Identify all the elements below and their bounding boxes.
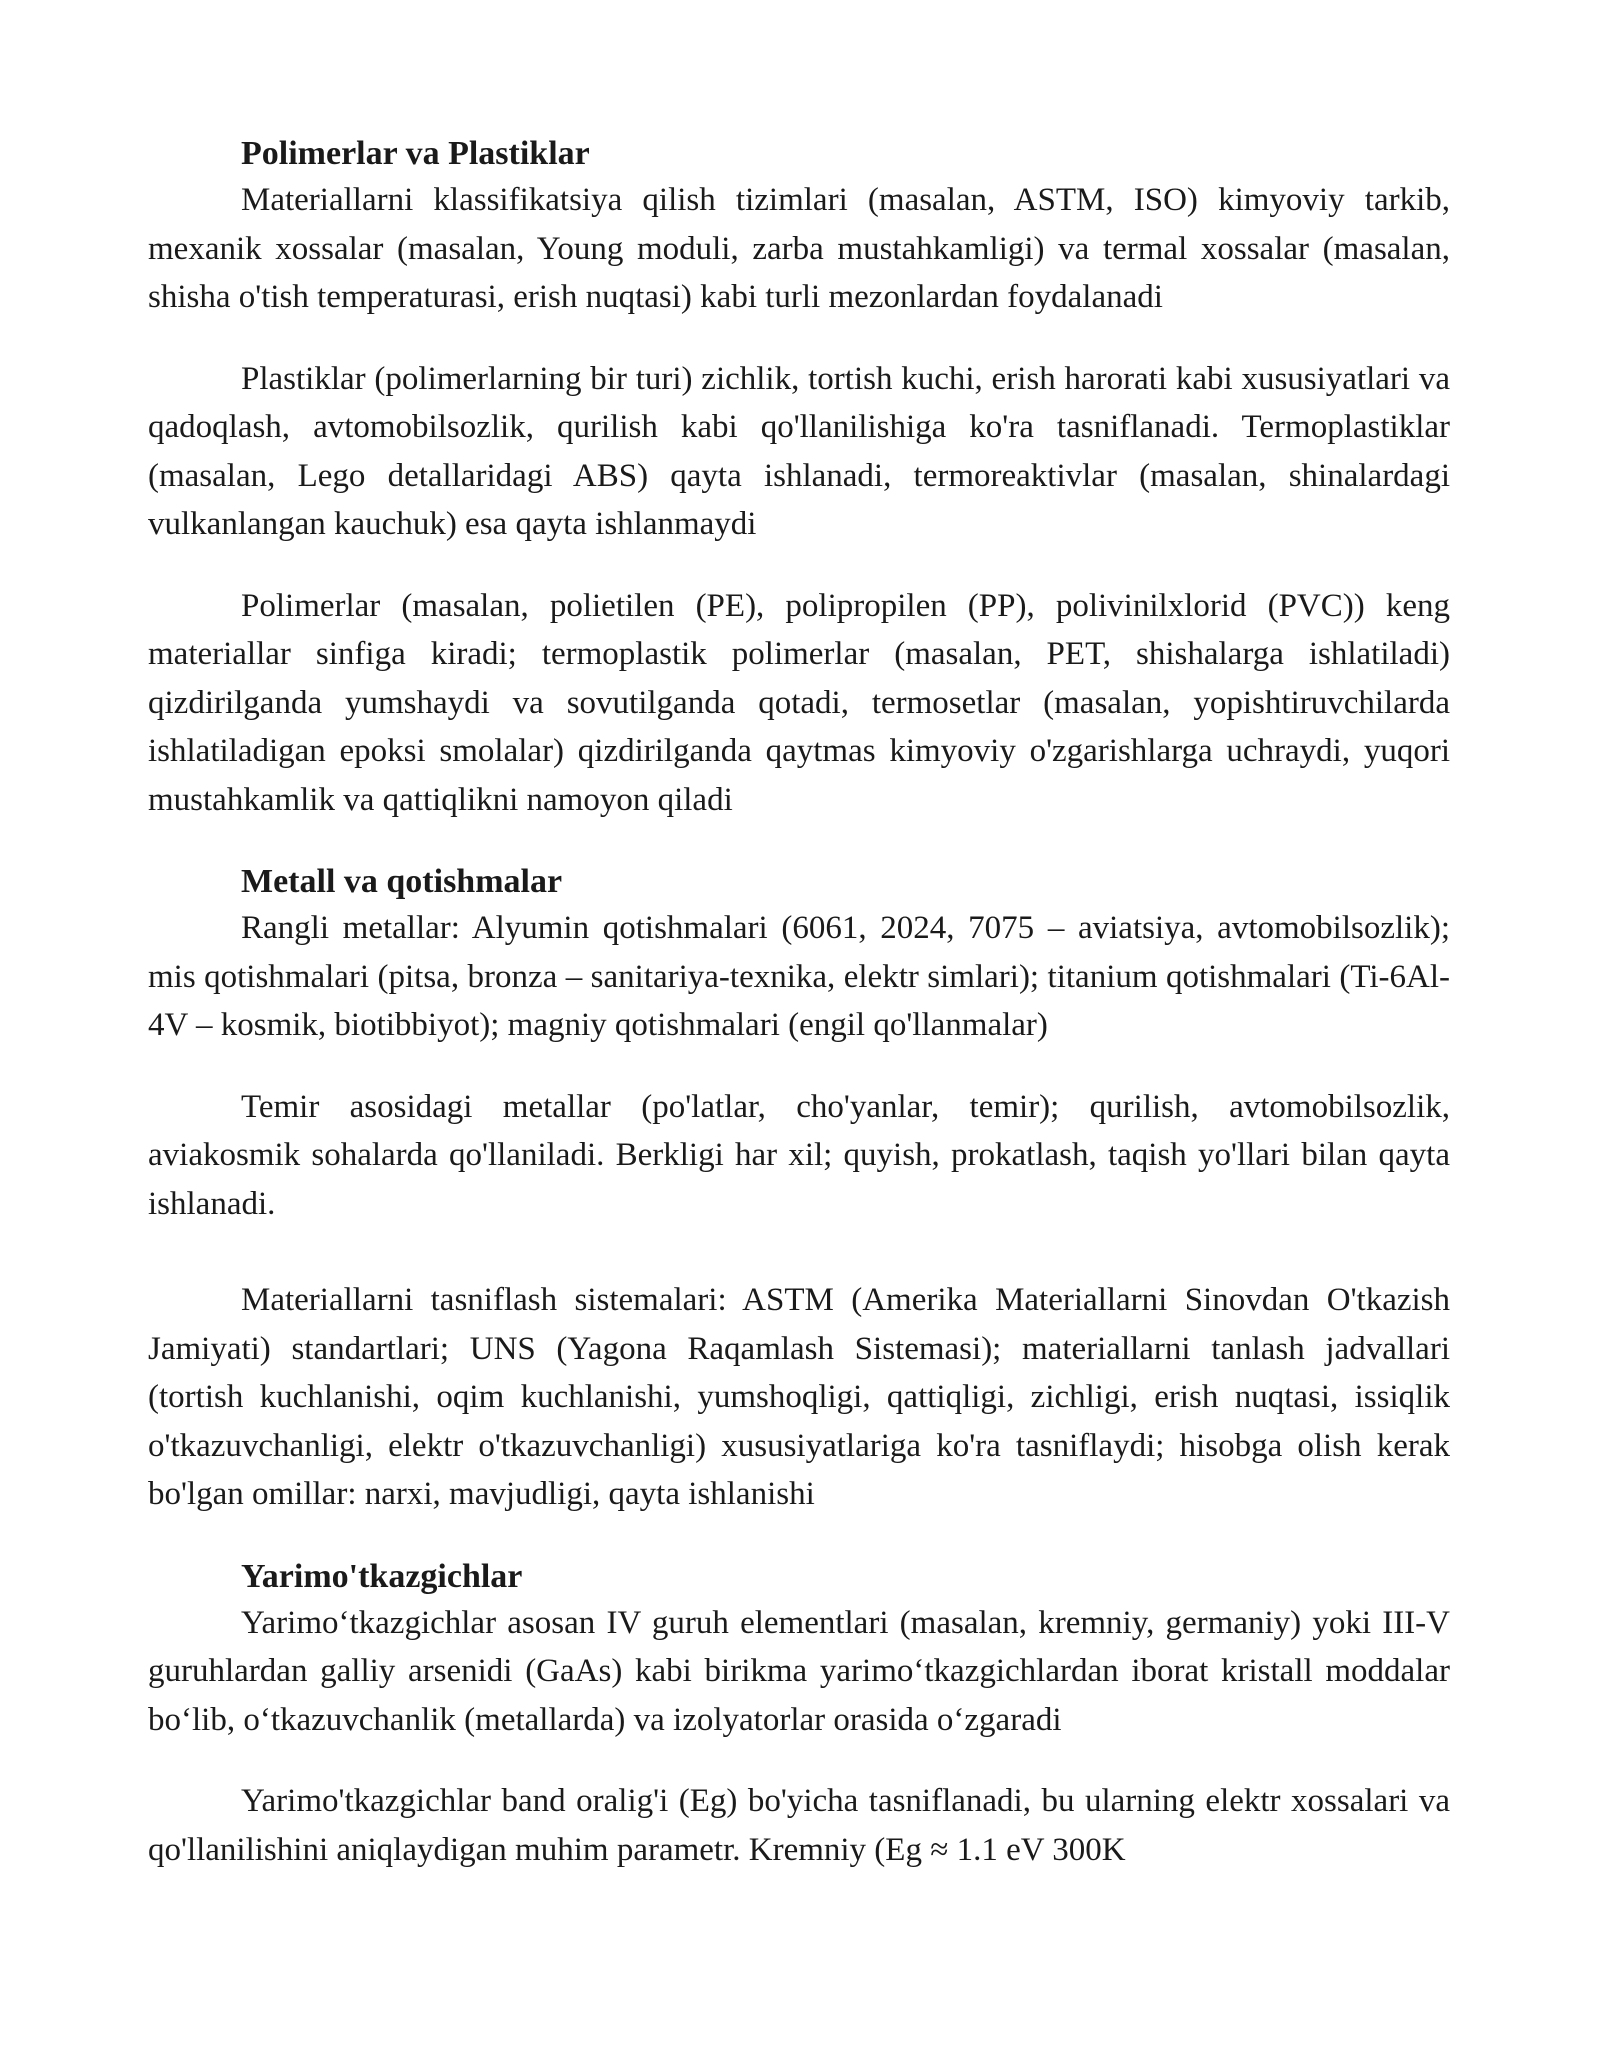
paragraph-gap [148, 549, 1450, 582]
paragraph-ferrous-metals: Temir asosidagi metallar (po'latlar, cho'yanlar, temir); qurilish, avtomobilsozlik, aviakosmik sohalarda qo'llaniladi. Berkligi har xil; quyish, prokatlash, taqish yo'llari bilan qayta ishlanadi. [148, 1088, 1450, 1222]
paragraph-gap [148, 1050, 1450, 1083]
paragraph-nonferrous-metals: Rangli metallar: Alyumin qotishmalari (6061, 2024, 7075 – aviatsiya, avtomobilsozlik); mis qotishmalari (pitsa, bronza – sanitariya-texnika, elektr simlari); titanium qotishmalari (Ti-6Al-4V – kosmik, biotibbiyot); magniy qotishmalari (engil qo'llanmalar) [148, 910, 1450, 1043]
section-heading-polymers: Polimerlar va Plastiklar [241, 135, 590, 172]
paragraph-plastics: Plastiklar (polimerlarning bir turi) zichlik, tortish kuchi, erish harorati kabi xususiyatlari va qadoqlash, avtomobilsozlik, qurilish kabi qo'llanilishiga ko'ra tasniflanadi. Termoplastiklar (masalan, Lego detallaridagi ABS) qayta ishlanadi, termoreaktivlar (masalan, shinalardagi vulkanlangan kauchuk) esa qayta ishlanmaydi [148, 360, 1450, 542]
section-heading-semiconductors: Yarimo'tkazgichlar [241, 1557, 523, 1595]
section-gap [148, 1519, 1450, 1555]
paragraph-gap [148, 1228, 1450, 1276]
paragraph-gap [148, 322, 1450, 355]
document-page [148, 132, 1450, 1874]
paragraph-classification-systems: Materiallarni klassifikatsiya qilish tizimlari (masalan, ASTM, ISO) kimyoviy tarkib, mexanik xossalar (masalan, Young moduli, zarba mustahkamligi) va termal xossalar (masalan, shisha o'tish temperaturasi, erish nuqtasi) kabi turli mezonlardan foydalanadi [148, 182, 1450, 315]
paragraph-polymers: Polimerlar (masalan, polietilen (PE), polipropilen (PP), polivinilxlorid (PVC)) keng materiallar sinfiga kiradi; termoplastik polimerlar (masalan, PET, shishalarga ishlatiladi) qizdirilganda yumshaydi va sovutilganda qotadi, termosetlar (masalan, yopishtiruvchilarda ishlatiladigan epoksi smolalar) qizdirilganda qaytmas kimyoviy o'zgarishlarga uchraydi, yuqori mustahkamlik va qattiqlikni namoyon qiladi [148, 587, 1450, 818]
paragraph-semiconductors-intro: Yarimo‘tkazgichlar asosan IV guruh elementlari (masalan, kremniy, germaniy) yoki III-V guruhlardan galliy arsenidi (GaAs) kabi birikma yarimo‘tkazgichlardan iborat kristall moddalar bo‘lib, o‘tkazuvchanlik (metallarda) va izolyatorlar orasida o‘zgaradi [148, 1604, 1450, 1738]
paragraph-band-gap: Yarimo'tkazgichlar band oralig'i (Eg) bo'yicha tasniflanadi, bu ularning elektr xossalari va qo'llanilishini aniqlaydigan muhim parametr. Kremniy (Eg ≈ 1.1 eV 300K [148, 1783, 1450, 1868]
section-heading-metals: Metall va qotishmalar [241, 863, 563, 900]
section-gap [148, 824, 1450, 860]
paragraph-classification-standards: Materiallarni tasniflash sistemalari: ASTM (Amerika Materiallarni Sinovdan O'tkazish Jamiyati) standartlari; UNS (Yagona Raqamlash Sistemasi); materiallarni tanlash jadvallari (tortish kuchlanishi, oqim kuchlanishi, yumshoqligi, qattiqligi, zichligi, erish nuqtasi, issiqlik o'tkazuvchanligi, elektr o'tkazuvchanligi) xususiyatlariga ko'ra tasniflaydi; hisobga olish kerak bo'lgan omillar: narxi, mavjudligi, qayta ishlanishi [148, 1282, 1450, 1512]
paragraph-gap [148, 1744, 1450, 1777]
